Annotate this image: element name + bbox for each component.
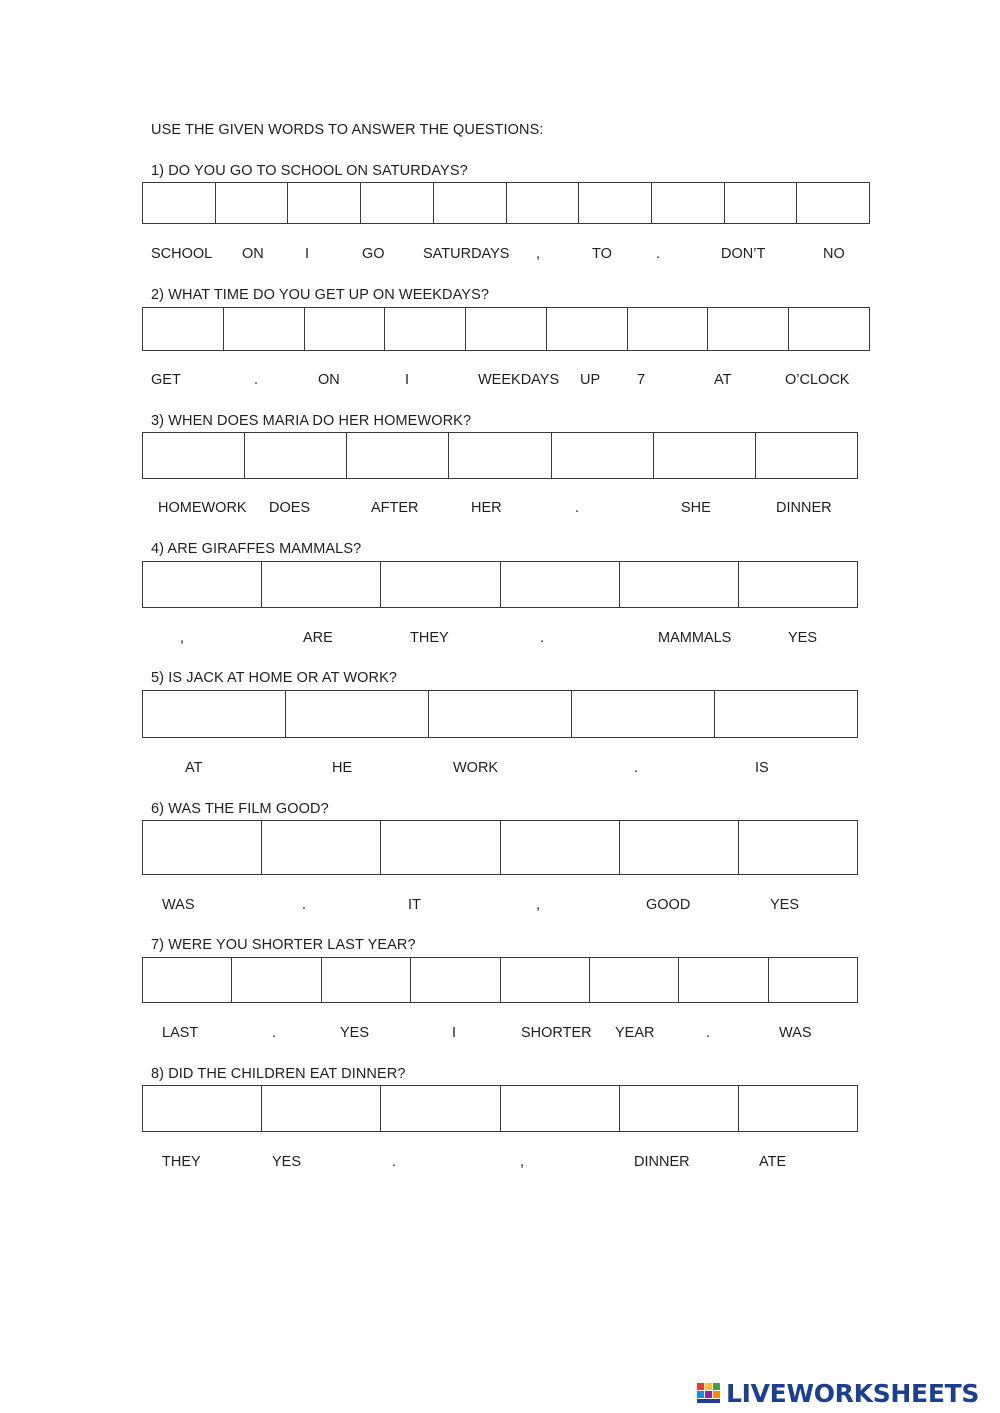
answer-drop-box[interactable] [143,691,286,737]
answer-drop-box[interactable] [552,433,654,478]
answer-drop-box[interactable] [385,308,466,350]
answer-drop-box[interactable] [739,821,857,874]
answer-drop-box[interactable] [434,183,507,223]
question-text: 6) WAS THE FILM GOOD? [151,801,329,817]
word-tile[interactable]: . [575,500,580,516]
liveworksheets-logo[interactable] [696,1376,979,1410]
answer-drop-box[interactable] [305,308,386,350]
question-text: 1) DO YOU GO TO SCHOOL ON SATURDAYS? [151,163,468,179]
answer-drop-box[interactable] [652,183,725,223]
answer-drop-box[interactable] [449,433,551,478]
answer-drop-box[interactable] [347,433,449,478]
answer-drop-box[interactable] [739,1086,857,1131]
answer-drop-box[interactable] [654,433,756,478]
instruction-text: USE THE GIVEN WORDS TO ANSWER THE QUESTIONS: [151,122,544,138]
answer-drop-box[interactable] [769,958,857,1002]
answer-drop-box[interactable] [466,308,547,350]
answer-drop-box[interactable] [501,562,620,607]
answer-drop-box[interactable] [143,821,262,874]
answer-box-row [142,432,858,479]
word-tile[interactable]: SHE [681,500,711,516]
word-tile[interactable]: THEY [162,1154,201,1170]
answer-drop-box[interactable] [725,183,798,223]
word-tile[interactable]: WEEKDAYS [478,372,560,388]
answer-drop-box[interactable] [679,958,768,1002]
word-tile[interactable]: I [305,246,310,262]
word-tile[interactable]: GET [151,372,181,388]
word-tile[interactable]: , [180,630,185,646]
answer-box-row [142,690,858,738]
question-text: 2) WHAT TIME DO YOU GET UP ON WEEKDAYS? [151,287,490,303]
question-text: 4) ARE GIRAFFES MAMMALS? [151,541,362,557]
word-tile[interactable]: ON [318,372,340,388]
word-tile[interactable]: , [536,897,541,913]
word-tile[interactable]: ARE [303,630,333,646]
word-tile[interactable]: AT [714,372,732,388]
answer-drop-box[interactable] [620,1086,739,1131]
word-tile[interactable]: . [634,760,639,776]
answer-drop-box[interactable] [501,1086,620,1131]
answer-drop-box[interactable] [143,1086,262,1131]
word-tile[interactable]: . [302,897,307,913]
word-tile[interactable]: ATE [759,1154,787,1170]
word-tile[interactable]: DON’T [721,246,766,262]
word-tile[interactable]: HE [332,760,353,776]
word-tile[interactable]: WAS [779,1025,812,1041]
word-tile[interactable]: I [452,1025,457,1041]
answer-box-row [142,561,858,608]
answer-drop-box[interactable] [216,183,289,223]
word-tile[interactable]: . [254,372,259,388]
word-tile[interactable]: HER [471,500,502,516]
word-tile[interactable]: IS [755,760,769,776]
question-text: 3) WHEN DOES MARIA DO HER HOMEWORK? [151,413,472,429]
word-tile[interactable]: AFTER [371,500,419,516]
answer-drop-box[interactable] [262,1086,381,1131]
answer-box-row [142,1085,858,1132]
word-tile[interactable]: YES [788,630,818,646]
answer-drop-box[interactable] [286,691,429,737]
answer-drop-box[interactable] [288,183,361,223]
word-tile[interactable]: ON [242,246,264,262]
word-tile[interactable]: YES [770,897,800,913]
answer-drop-box[interactable] [143,958,232,1002]
answer-drop-box[interactable] [590,958,679,1002]
answer-drop-box[interactable] [789,308,869,350]
answer-drop-box[interactable] [547,308,628,350]
answer-drop-box[interactable] [143,183,216,223]
word-tile[interactable]: MAMMALS [658,630,732,646]
word-tile[interactable]: O’CLOCK [785,372,850,388]
answer-drop-box[interactable] [262,562,381,607]
word-tile[interactable]: SATURDAYS [423,246,510,262]
answer-drop-box[interactable] [143,308,224,350]
answer-drop-box[interactable] [361,183,434,223]
word-tile[interactable]: 7 [637,372,646,388]
answer-drop-box[interactable] [429,691,572,737]
answer-drop-box[interactable] [381,562,500,607]
answer-drop-box[interactable] [411,958,500,1002]
word-tile[interactable]: UP [580,372,601,388]
answer-drop-box[interactable] [708,308,789,350]
answer-drop-box[interactable] [143,433,245,478]
word-tile[interactable]: IT [408,897,421,913]
word-tile[interactable]: GOOD [646,897,691,913]
answer-drop-box[interactable] [501,958,590,1002]
word-tile[interactable]: SHORTER [521,1025,592,1041]
answer-box-row [142,182,870,224]
word-tile[interactable]: GO [362,246,385,262]
liveworksheets-logo-icon [696,1381,722,1405]
word-tile[interactable]: NO [823,246,845,262]
answer-drop-box[interactable] [501,821,620,874]
word-tile[interactable]: SCHOOL [151,246,213,262]
question-text: 8) DID THE CHILDREN EAT DINNER? [151,1066,406,1082]
word-tile[interactable]: , [536,246,541,262]
word-tile[interactable]: DOES [269,500,311,516]
answer-box-row [142,820,858,875]
answer-drop-box[interactable] [572,691,715,737]
answer-box-row [142,957,858,1003]
word-tile[interactable]: YES [340,1025,370,1041]
word-tile[interactable]: . [272,1025,277,1041]
answer-drop-box[interactable] [797,183,869,223]
question-text: 7) WERE YOU SHORTER LAST YEAR? [151,937,416,953]
word-tile[interactable]: YEAR [615,1025,655,1041]
brand-name: LIVEWORKSHEETS [726,1378,980,1408]
answer-drop-box[interactable] [628,308,709,350]
answer-drop-box[interactable] [322,958,411,1002]
answer-drop-box[interactable] [620,821,739,874]
answer-box-row [142,307,870,351]
word-tile[interactable]: I [405,372,410,388]
answer-drop-box[interactable] [262,821,381,874]
word-tile[interactable]: . [540,630,545,646]
answer-drop-box[interactable] [739,562,857,607]
question-text: 5) IS JACK AT HOME OR AT WORK? [151,670,398,686]
word-tile[interactable]: LAST [162,1025,199,1041]
word-tile[interactable]: HOMEWORK [158,500,247,516]
word-tile[interactable]: DINNER [776,500,832,516]
answer-drop-box[interactable] [381,1086,500,1131]
answer-drop-box[interactable] [756,433,857,478]
answer-drop-box[interactable] [232,958,321,1002]
word-tile[interactable]: . [706,1025,711,1041]
answer-drop-box[interactable] [579,183,652,223]
answer-drop-box[interactable] [245,433,347,478]
word-tile[interactable]: AT [185,760,203,776]
word-tile[interactable]: TO [592,246,612,262]
answer-drop-box[interactable] [620,562,739,607]
answer-drop-box[interactable] [143,562,262,607]
answer-drop-box[interactable] [381,821,500,874]
answer-drop-box[interactable] [224,308,305,350]
word-tile[interactable]: YES [272,1154,302,1170]
word-tile[interactable]: DINNER [634,1154,690,1170]
word-tile[interactable]: THEY [410,630,449,646]
word-tile[interactable]: WORK [453,760,499,776]
word-tile[interactable]: , [520,1154,525,1170]
answer-drop-box[interactable] [715,691,857,737]
word-tile[interactable]: . [392,1154,397,1170]
word-tile[interactable]: . [656,246,661,262]
word-tile[interactable]: WAS [162,897,195,913]
answer-drop-box[interactable] [507,183,580,223]
